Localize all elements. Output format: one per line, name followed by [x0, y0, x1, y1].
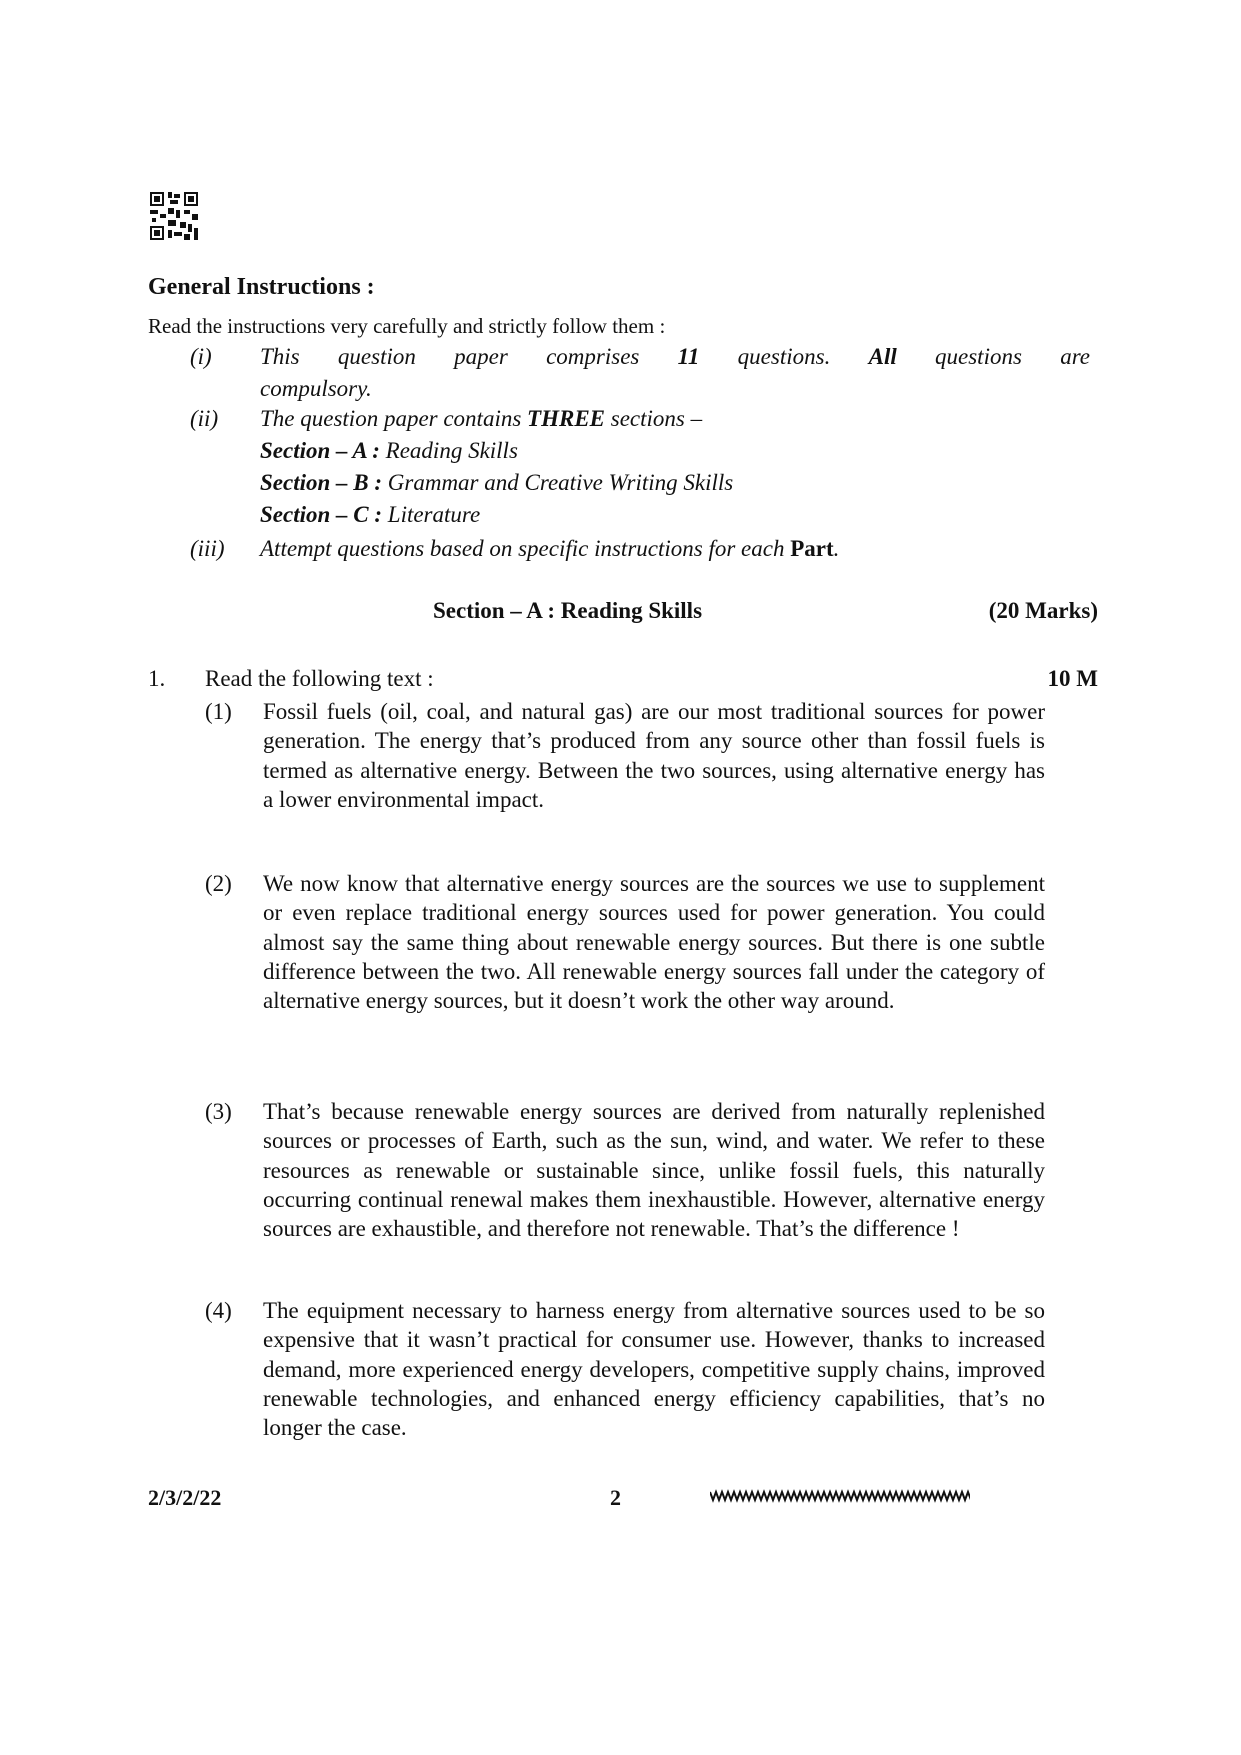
instruction-line: Attempt questions based on specific instructions for each Part.	[260, 536, 840, 561]
instruction-number: (i)	[190, 344, 212, 369]
general-instructions-intro: Read the instructions very carefully and strictly follow them :	[148, 314, 666, 338]
section-a-title: Section – A : Reading Skills	[433, 598, 703, 623]
paragraph-text: We now know that alternative energy sources are the sources we use to supplement or even replace traditional energy sources used for power generation. You could almost say the same thing about renewable energy sources. But there is one subtle difference between the two. All renewable energy sources fall under the category of alternative energy sources, but it doesn’t work the other way around.	[263, 871, 1045, 1014]
question-number: 1.	[148, 666, 166, 691]
instruction-number: (iii)	[190, 536, 225, 561]
instruction-number: (ii)	[190, 406, 219, 431]
paper-code: 2/3/2/22	[148, 1485, 222, 1510]
paragraph-number: (4)	[205, 1298, 232, 1323]
question-intro: Read the following text :	[205, 666, 434, 691]
instruction-line: The question paper contains THREE sections –	[260, 406, 703, 431]
instruction-line: This question paper comprises 11 questions. All questions are	[260, 344, 1091, 369]
paragraph-text: Fossil fuels (oil, coal, and natural gas) are our most traditional sources for power generation. The energy that’s produced from any source other than fossil fuels is termed as alternative energy. Between the two sources, using alternative energy has a lower environmental impact.	[263, 699, 1045, 812]
paragraph-number: (3)	[205, 1099, 232, 1124]
section-list-item-a: Section – A : Reading Skills	[260, 438, 518, 463]
paragraph-text: The equipment necessary to harness energy from alternative sources used to be so expensive that it wasn’t practical for consumer use. However, thanks to increased demand, more experienced energy developers, competitive supply chains, improved renewable technologies, and enhanced energy efficiency capabilities, that’s no longer the case.	[263, 1298, 1045, 1441]
wave-line-icon	[710, 1488, 970, 1504]
section-list-item-b: Section – B : Grammar and Creative Writing Skills	[260, 470, 734, 495]
page-number: 2	[610, 1485, 621, 1510]
general-instructions-title: General Instructions :	[148, 274, 375, 300]
section-list-item-c: Section – C : Literature	[260, 502, 481, 527]
qr-code-icon	[148, 190, 200, 242]
section-a-marks: (20 Marks)	[988, 598, 1098, 623]
paragraph-number: (1)	[205, 699, 232, 724]
question-marks: 10 M	[1047, 666, 1098, 691]
paragraph-number: (2)	[205, 871, 232, 896]
paragraph-text: That’s because renewable energy sources are derived from naturally replenished sources or processes of Earth, such as the sun, wind, and water. We refer to these resources as renewable or sustainable since, unlike fossil fuels, this naturally occurring continual renewal makes them inexhaustible. However, alternative energy sources are exhaustible, and therefore not renewable. That’s the difference !	[263, 1099, 1045, 1242]
instruction-line: compulsory.	[260, 376, 372, 401]
